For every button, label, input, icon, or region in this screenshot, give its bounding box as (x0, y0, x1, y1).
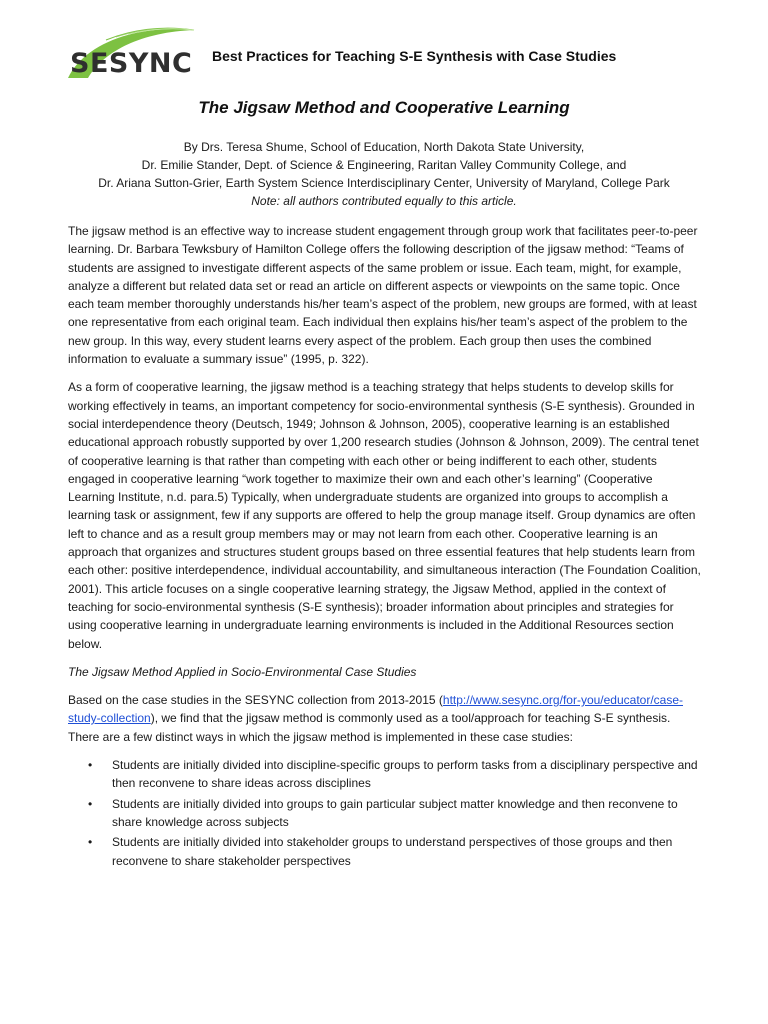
sesync-logo (66, 26, 202, 82)
list-item (68, 756, 702, 793)
author-line-1: By Drs. Teresa Shume, School of Education, North Dakota State University, (183, 140, 585, 154)
paragraph-cooperative-learning: As a form of cooperative learning, the jigsaw method is a teaching strategy that helps students to develop skills for working effectively in teams, an important competency for socio-environmental synthesis (S-E synthesis). Grounded in social interdependence theory (Deutsch, 1949; Johnson & Johnson, 2005), cooperative learning is an established educational approach robustly supported by over 1,200 research studies (Johnson & Johnson, 2009). The central tenet of cooperative learning is that rather than competing with each other or being indifferent to each other, students engaged in cooperative learning “work together to maximize their own and each other’s learning” (Cooperative Learning Institute, n.d. para.5) Typically, when undergraduate students are organized into groups to accomplish a learning task or assignment, few if any supports are offered to help the group manage itself. Group dynamics are often left to chance and as a result group members may or may not learn from each other. Cooperative learning is an approach that organizes and structures student groups based on three essential features that help students learn from each other: positive interdependence, individual accountability, and simultaneous interaction (The Foundation Coalition, 2001). This article focuses on a single cooperative learning strategy, the Jigsaw Method, applied in the context of teaching for socio-environmental synthesis (S-E synthesis); broader information about principles and strategies for using cooperative learning in undergraduate learning environments is included in the Additional Resources section below. (68, 380, 701, 651)
document-header (66, 26, 706, 82)
list-item-text: Students are initially divided into discipline-specific groups to perform tasks from a disciplinary perspective and then reconvene to share ideas across disciplines (112, 758, 698, 791)
authors-note: Note: all authors contributed equally to this article. (251, 194, 517, 208)
case-studies-text-before: Based on the case studies in the SESYNC collection from 2013-2015 ( (68, 693, 443, 708)
article-body (68, 222, 702, 872)
bullet-icon: • (88, 758, 93, 773)
case-study-collection-link[interactable]: http://www.sesync.org/for-you/educator/case-study-collection (68, 693, 683, 726)
paragraph-case-studies (68, 691, 702, 746)
list-item (68, 795, 702, 832)
implementation-list (68, 756, 702, 870)
author-line-2: Dr. Emilie Stander, Dept. of Science & Engineering, Raritan Valley Community College, and (141, 158, 627, 172)
bullet-icon: • (88, 796, 93, 811)
section-subheading: The Jigsaw Method Applied in Socio-Environmental Case Studies (68, 664, 417, 679)
case-studies-text-after: ), we find that the jigsaw method is commonly used as a tool/approach for teaching S-E synthesis. There are a few distinct ways in which the jigsaw method is implemented in these case studies: (68, 711, 671, 744)
page-title: The Jigsaw Method and Cooperative Learning (198, 98, 570, 117)
bullet-icon: • (88, 835, 93, 850)
logo-wordmark: SESYNC (70, 48, 193, 79)
paragraph-intro: The jigsaw method is an effective way to increase student engagement through group work that facilitates peer-to-peer learning. Dr. Barbara Tewksbury of Hamilton College offers the following description of the jigsaw method: “Teams of students are assigned to investigate different aspects of the same problem or issue. Each team, might, for example, analyze a different but related data set or read an article on different aspects or viewpoints on the same topic. Once each team member thoroughly understands his/her team’s aspect of the problem, new groups are formed, with at least one representative from each original team. Each individual then explains his/her team’s aspect of the problem to the new group. In this way, every student learns every aspect of the problem. Each group then uses the combined information to evaluate a summary issue” (1995, p. 322). (68, 224, 698, 367)
list-item-text: Students are initially divided into groups to gain particular subject matter knowledge and then reconvene to share knowledge across subjects (112, 796, 678, 829)
author-line-3: Dr. Ariana Sutton-Grier, Earth System Science Interdisciplinary Center, University of Maryland, College Park (98, 176, 670, 190)
list-item (68, 833, 702, 870)
series-title: Best Practices for Teaching S-E Synthesis with Case Studies (212, 48, 617, 64)
list-item-text: Students are initially divided into stakeholder groups to understand perspectives of those groups and then reconvene to share stakeholder perspectives (112, 835, 673, 868)
authors-block (0, 138, 768, 210)
